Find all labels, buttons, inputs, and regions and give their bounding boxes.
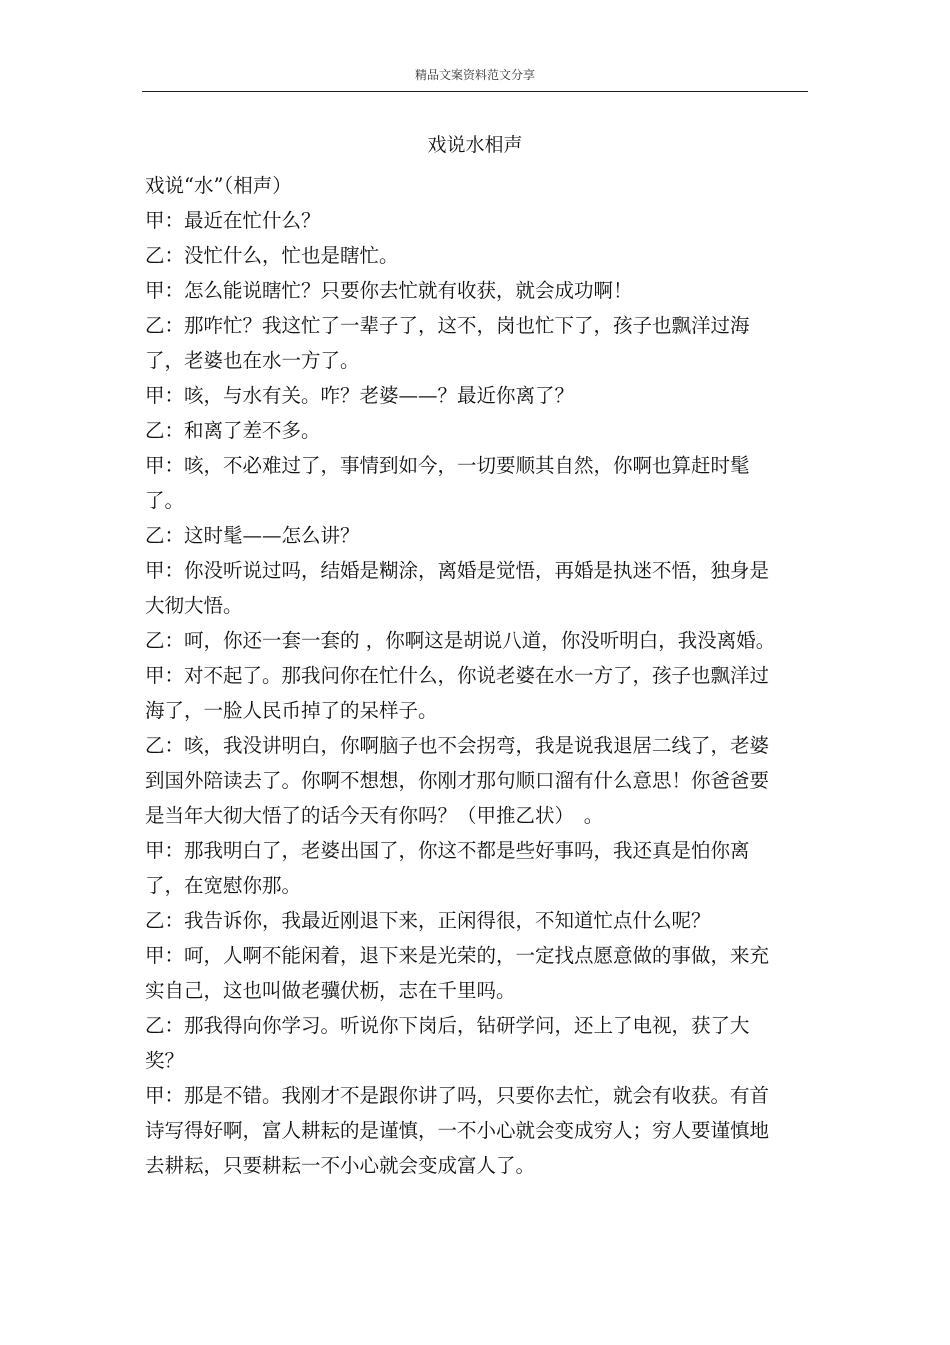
page-header: 精品文案资料范文分享 [414,68,535,82]
paragraph: 乙：没忙什么，忙也是瞎忙。 [145,244,399,267]
paragraph: 甲：最近在忙什么？ [145,209,321,232]
paragraph: 戏说“水”（相声） [145,174,292,197]
paragraph: 乙：那咋忙？我这忙了一辈子了，这不，岗也忙下了，孩子也飘洋过海了，老婆也在水一方了。 [145,314,750,372]
paragraph: 甲：那是不错。我刚才不是跟你讲了吗，只要你去忙，就会有收获。有首诗写得好啊，富人耕耘的是谨慎，一不小心就会变成穷人；穷人要谨慎地去耕耘，只要耕耘一不小心就会变成富人了。 [145,1084,770,1177]
paragraph: 乙：那我得向你学习。听说你下岗后，钻研学问，还上了电视，获了大奖？ [145,1014,750,1072]
document-body [145,168,783,1183]
paragraph: 甲：怎么能说瞎忙？只要你去忙就有收获，就会成功啊！ [145,279,633,302]
paragraph: 乙：呵，你还一套一套的 ，你啊这是胡说八道，你没听明白，我没离婚。 [145,629,776,652]
paragraph: 乙：我告诉你，我最近刚退下来，正闲得很，不知道忙点什么呢？ [145,909,711,932]
paragraph: 甲：咳，与水有关。咋？老婆——？最近你离了？ [145,384,575,407]
paragraph: 乙：和离了差不多。 [145,419,321,442]
paragraph: 甲：对不起了。那我问你在忙什么，你说老婆在水一方了，孩子也飘洋过海了，一脸人民币掉了的呆样子。 [145,664,770,722]
paragraph: 甲：那我明白了，老婆出国了，你这不都是些好事吗，我还真是怕你离了，在宽慰你那。 [145,839,750,897]
paragraph: 乙：这时髦——怎么讲？ [145,524,360,547]
paragraph: 乙：咳，我没讲明白，你啊脑子也不会拐弯，我是说我退居二线了，老婆到国外陪读去了。你啊不想想，你刚才那句顺口溜有什么意思！你爸爸要是当年大彻大悟了的话今天有你吗？（甲推乙状） 。 [145,734,770,827]
document-title: 戏说水相声 [427,134,523,156]
header-divider [142,91,808,92]
paragraph: 甲：咳，不必难过了，事情到如今，一切要顺其自然，你啊也算赶时髦了。 [145,454,750,512]
paragraph: 甲：你没听说过吗，结婚是糊涂，离婚是觉悟，再婚是执迷不悟，独身是大彻大悟。 [145,559,770,617]
paragraph: 甲：呵，人啊不能闲着，退下来是光荣的，一定找点愿意做的事做，来充实自己，这也叫做老骥伏枥，志在千里吗。 [145,944,770,1002]
